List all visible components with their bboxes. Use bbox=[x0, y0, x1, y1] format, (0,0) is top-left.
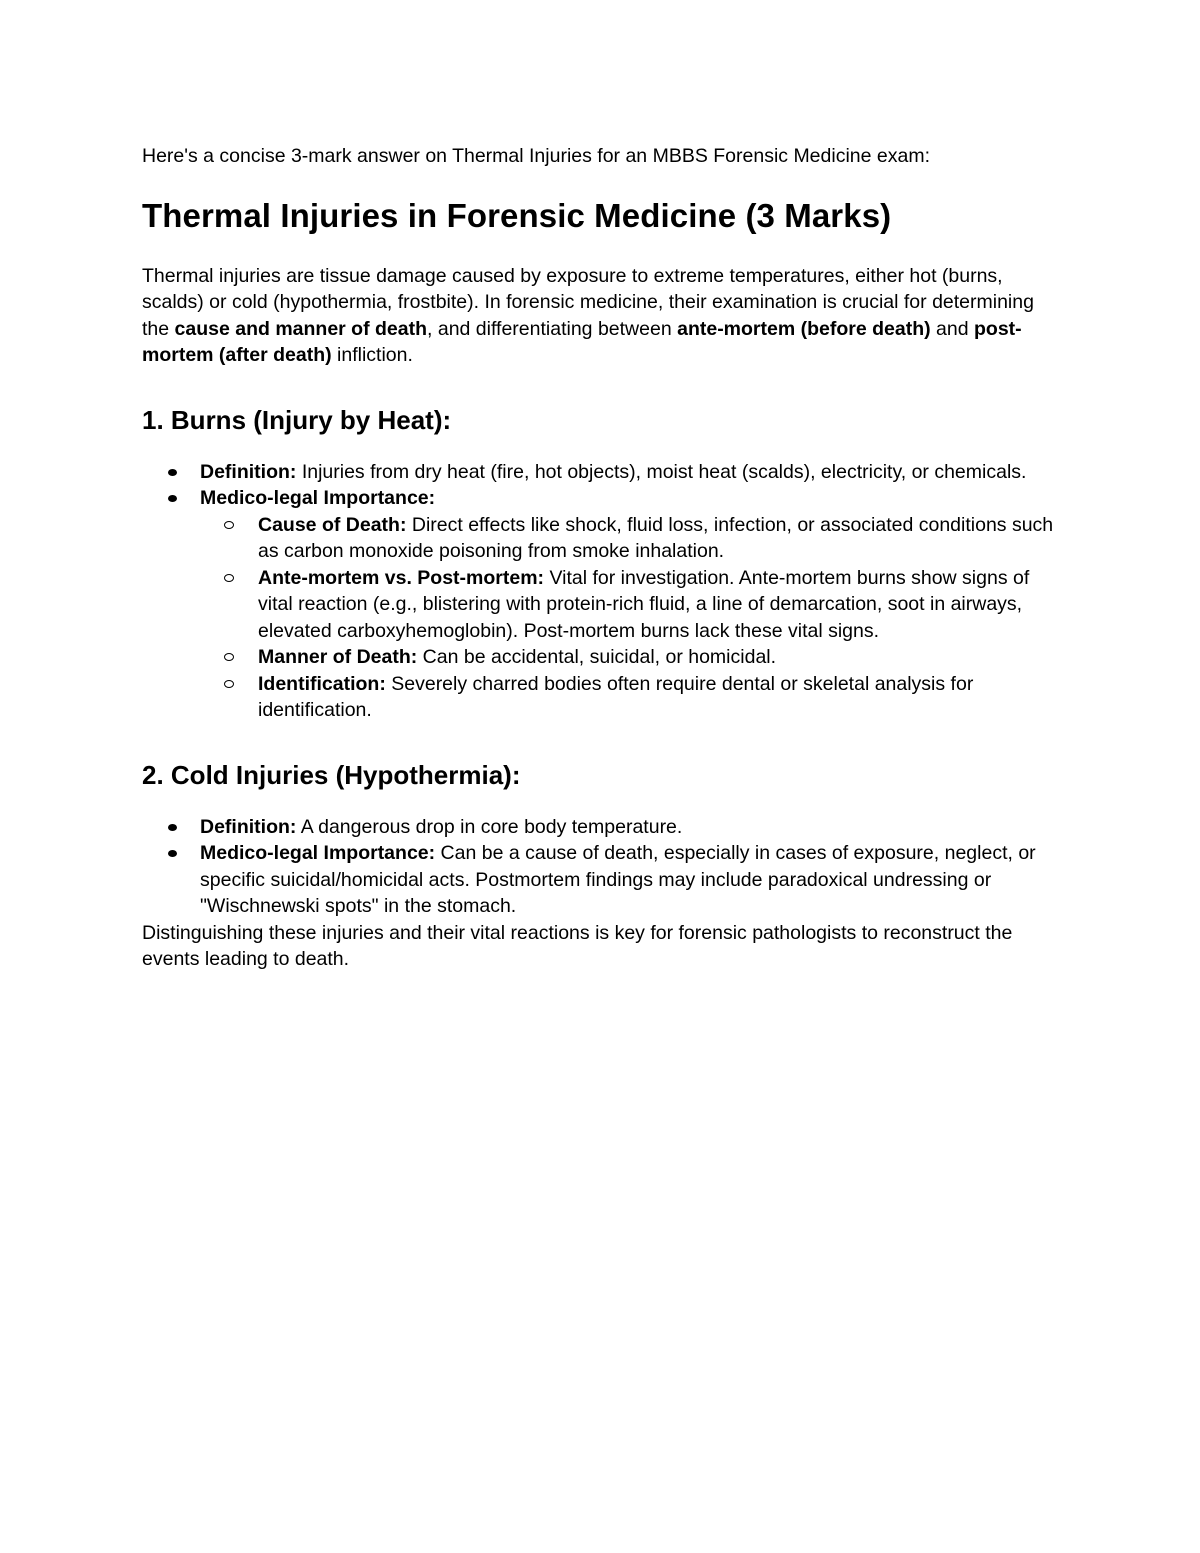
document-page bbox=[142, 143, 1057, 973]
overview-text-1: Thermal injuries are tissue damage caused by exposure to extreme temperatures, either hot (burns, scalds) or cold (hypothermia, frostbite). In forensic medicine, their examination is crucial for determining the bbox=[142, 264, 1034, 340]
sublist-item-identification bbox=[200, 671, 1057, 724]
hollow-bullet-icon bbox=[224, 680, 234, 688]
sublist-item-label: Cause of Death: bbox=[258, 513, 407, 536]
filled-bullet-icon bbox=[168, 850, 177, 857]
burns-medico-legal-sublist bbox=[200, 512, 1057, 724]
list-item-burns-definition bbox=[142, 459, 1057, 486]
list-item-cold-medico-legal bbox=[142, 840, 1057, 920]
sublist-item-label: Ante-mortem vs. Post-mortem: bbox=[258, 566, 545, 589]
overview-bold-post-mortem: post-mortem (after death) bbox=[142, 317, 1022, 366]
sublist-item-text: Can be accidental, suicidal, or homicidal. bbox=[417, 646, 777, 668]
closing-paragraph: Distinguishing these injuries and their vital reactions is key for forensic pathologists to reconstruct the events leading to death. bbox=[142, 921, 1013, 970]
hollow-bullet-icon bbox=[224, 574, 234, 582]
section-heading-cold-injuries: 2. Cold Injuries (Hypothermia): bbox=[142, 759, 521, 790]
list-item-cold-definition bbox=[142, 814, 1057, 841]
sublist-item-label: Manner of Death: bbox=[258, 646, 418, 668]
sublist-item-label: Identification: bbox=[258, 672, 386, 695]
definition-label: Definition: bbox=[200, 460, 297, 483]
medico-legal-label: Medico-legal Importance: bbox=[200, 487, 436, 509]
sublist-item-cause-of-death bbox=[200, 512, 1057, 565]
definition-label: Definition: bbox=[200, 815, 297, 838]
filled-bullet-icon bbox=[168, 495, 177, 502]
overview-text-3: and bbox=[930, 317, 974, 340]
list-item-burns-medico-legal bbox=[142, 485, 1057, 724]
overview-bold-cause-manner: cause and manner of death bbox=[174, 317, 428, 340]
sublist-item-manner-of-death bbox=[200, 644, 1057, 671]
filled-bullet-icon bbox=[168, 469, 177, 476]
medico-legal-label: Medico-legal Importance: bbox=[200, 842, 436, 864]
medico-legal-text: Can be a cause of death, especially in cases of exposure, neglect, or specific suicidal/homicidal acts. Postmortem findings may include paradoxical undressing or "Wischnewski spots" in the stomach. bbox=[200, 842, 1036, 917]
sublist-item-text: Direct effects like shock, fluid loss, infection, or associated conditions such as carbon monoxide poisoning from smoke inhalation. bbox=[258, 513, 1054, 562]
hollow-bullet-icon bbox=[224, 653, 234, 661]
page-title: Thermal Injuries in Forensic Medicine (3 Marks) bbox=[142, 196, 892, 234]
overview-paragraph bbox=[142, 263, 1057, 369]
definition-text: Injuries from dry heat (fire, hot objects), moist heat (scalds), electricity, or chemicals. bbox=[296, 460, 1027, 483]
cold-injuries-list bbox=[142, 814, 1057, 920]
hollow-bullet-icon bbox=[224, 521, 234, 529]
definition-text: A dangerous drop in core body temperature. bbox=[296, 815, 683, 838]
sublist-item-ante-vs-post-mortem bbox=[200, 565, 1057, 645]
burns-list bbox=[142, 459, 1057, 724]
overview-bold-ante-mortem: ante-mortem (before death) bbox=[677, 317, 931, 340]
overview-text-4: infliction. bbox=[331, 344, 413, 366]
section-heading-burns: 1. Burns (Injury by Heat): bbox=[142, 404, 452, 435]
filled-bullet-icon bbox=[168, 824, 177, 831]
overview-text-2: , and differentiating between bbox=[427, 317, 678, 340]
intro-text: Here's a concise 3-mark answer on Thermal Injuries for an MBBS Forensic Medicine exam: bbox=[142, 145, 930, 167]
sublist-item-text: Vital for investigation. Ante-mortem burns show signs of vital reaction (e.g., blistering with protein-rich fluid, a line of demarcation, soot in airways, elevated carboxyhemoglobin). Post-mortem burns lack these vital signs. bbox=[258, 566, 1030, 642]
sublist-item-text: Severely charred bodies often require dental or skeletal analysis for identification. bbox=[258, 672, 974, 721]
